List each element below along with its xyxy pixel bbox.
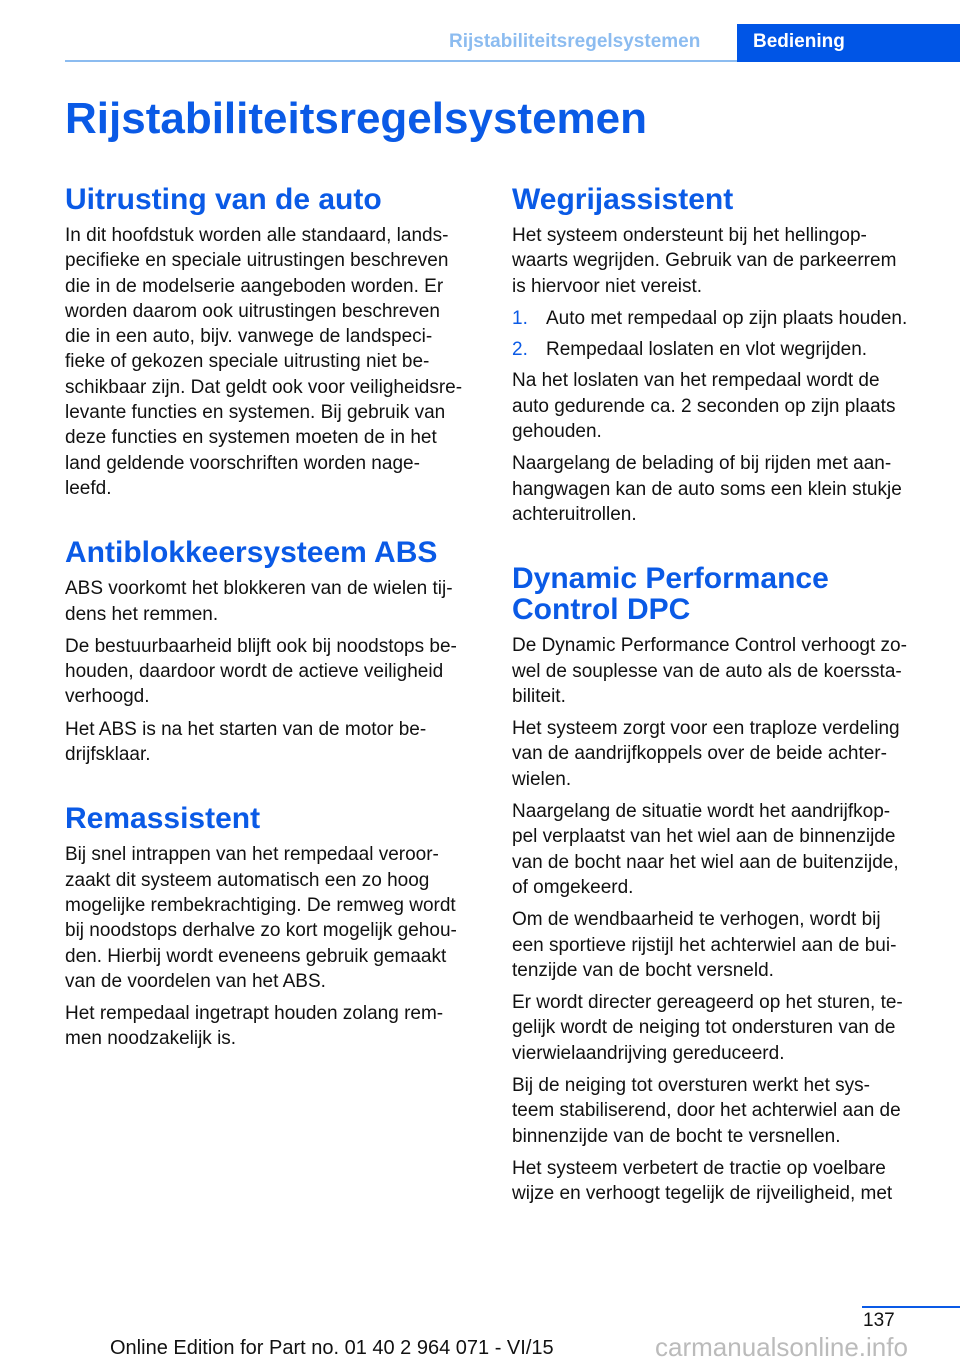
header-section-title: Rijstabiliteitsregelsystemen xyxy=(449,31,701,52)
step-text: Rempedaal loslaten en vlot wegrijden. xyxy=(546,339,868,361)
section-abs xyxy=(65,537,485,767)
left-column xyxy=(65,184,485,1088)
header-chapter-tab: Bediening xyxy=(737,24,960,62)
paragraph: De bestuurbaarheid blijft ook bij noodstops be- houden, daardoor wordt de actieve veiligheid verhoogd. xyxy=(65,635,457,708)
section-dpc xyxy=(512,563,932,1206)
list-item xyxy=(512,337,932,362)
paragraph: Het systeem zorgt voor een traploze verdeling van de aandrijfkoppels over de beide achter- wielen. xyxy=(512,718,900,790)
paragraph: Bij snel intrappen van het rempedaal veroor- zaakt dit systeem automatisch een zo hoog mogelijke rembekrachtiging. De remweg wordt bij noodstops derhalve zo kort mogelijk gehou- den. Hierbij wordt eveneens gebruik gemaakt van de voordelen van het ABS. xyxy=(65,844,457,992)
steps-list xyxy=(512,306,932,363)
header-divider xyxy=(65,60,737,62)
footer-divider xyxy=(862,1306,960,1308)
paragraph: Het ABS is na het starten van de motor be- drijfsklaar. xyxy=(65,718,427,766)
paragraph: De Dynamic Performance Control verhoogt zo- wel de souplesse van de auto als de koerssta- biliteit. xyxy=(512,635,907,707)
list-item xyxy=(512,306,932,331)
paragraph: Na het loslaten van het rempedaal wordt de auto gedurende ca. 2 seconden op zijn plaats gehouden. xyxy=(512,370,896,443)
paragraph: Het systeem verbetert de tractie op voelbare wijze en verhoogt tegelijk de rijveiligheid, met xyxy=(512,1157,893,1205)
paragraph: Er wordt directer gereageerd op het sturen, te- gelijk wordt de neiging tot ondersturen van de vierwielaandrijving gereduceerd. xyxy=(512,992,903,1064)
step-number: 1. xyxy=(512,307,528,329)
step-number: 2. xyxy=(512,339,528,361)
section-uitrusting xyxy=(65,184,485,501)
paragraph: ABS voorkomt het blokkeren van de wielen tij- dens het remmen. xyxy=(65,578,453,625)
section-remassistent xyxy=(65,803,485,1051)
section-heading: Wegrijassistent xyxy=(512,183,734,216)
section-wegrijassistent xyxy=(512,184,932,527)
step-text: Auto met rempedaal op zijn plaats houden. xyxy=(546,307,908,329)
paragraph: Naargelang de belading of bij rijden met aan- hangwagen kan de auto soms een klein stukje achteruitrollen. xyxy=(512,453,902,525)
section-heading: Dynamic Performance Control DPC xyxy=(512,562,829,627)
section-heading: Antiblokkeersysteem ABS xyxy=(65,536,438,570)
edition-footer: Online Edition for Part no. 01 40 2 964 071 - VI/15 xyxy=(110,1337,554,1359)
paragraph: Het rempedaal ingetrapt houden zolang rem- men noodzakelijk is. xyxy=(65,1003,444,1050)
page-title: Rijstabiliteitsregelsystemen xyxy=(65,94,648,143)
page-number: 137 xyxy=(863,1310,895,1331)
watermark: carmanualsonline.info xyxy=(655,1332,908,1362)
section-heading: Uitrusting van de auto xyxy=(65,183,382,216)
section-heading: Remassistent xyxy=(65,802,261,836)
right-column xyxy=(512,184,932,1243)
paragraph: Naargelang de situatie wordt het aandrijfkop- pel verplaatst van het wiel aan de binnenzijde van de bocht naar het wiel aan de buitenzijde, of omgekeerd. xyxy=(512,801,899,898)
paragraph: Het systeem ondersteunt bij het hellingop- waarts wegrijden. Gebruik van de parkeerrem is hiervoor niet vereist. xyxy=(512,225,897,297)
paragraph: In dit hoofdstuk worden alle standaard, lands- pecifieke en speciale uitrustingen beschreven die in de modelserie aangeboden worden. Er worden daarom ook uitrustingen beschreven die in een auto, bijv. vanwege de landspeci- fieke of gekozen speciale uitrusting niet be- schikbaar zijn. Dat geldt ook voor veiligheidsre- levante functies en systemen. Bij gebruik van deze functies en systemen moeten de in het land geldende voorschriften worden nage- leefd. xyxy=(65,225,463,499)
paragraph: Bij de neiging tot oversturen werkt het sys- teem stabiliserend, door het achterwiel aan de binnenzijde van de bocht te versnellen. xyxy=(512,1075,901,1147)
paragraph: Om de wendbaarheid te verhogen, wordt bij een sportieve rijstijl het achterwiel aan de bui- tenzijde van de bocht versneld. xyxy=(512,909,897,981)
